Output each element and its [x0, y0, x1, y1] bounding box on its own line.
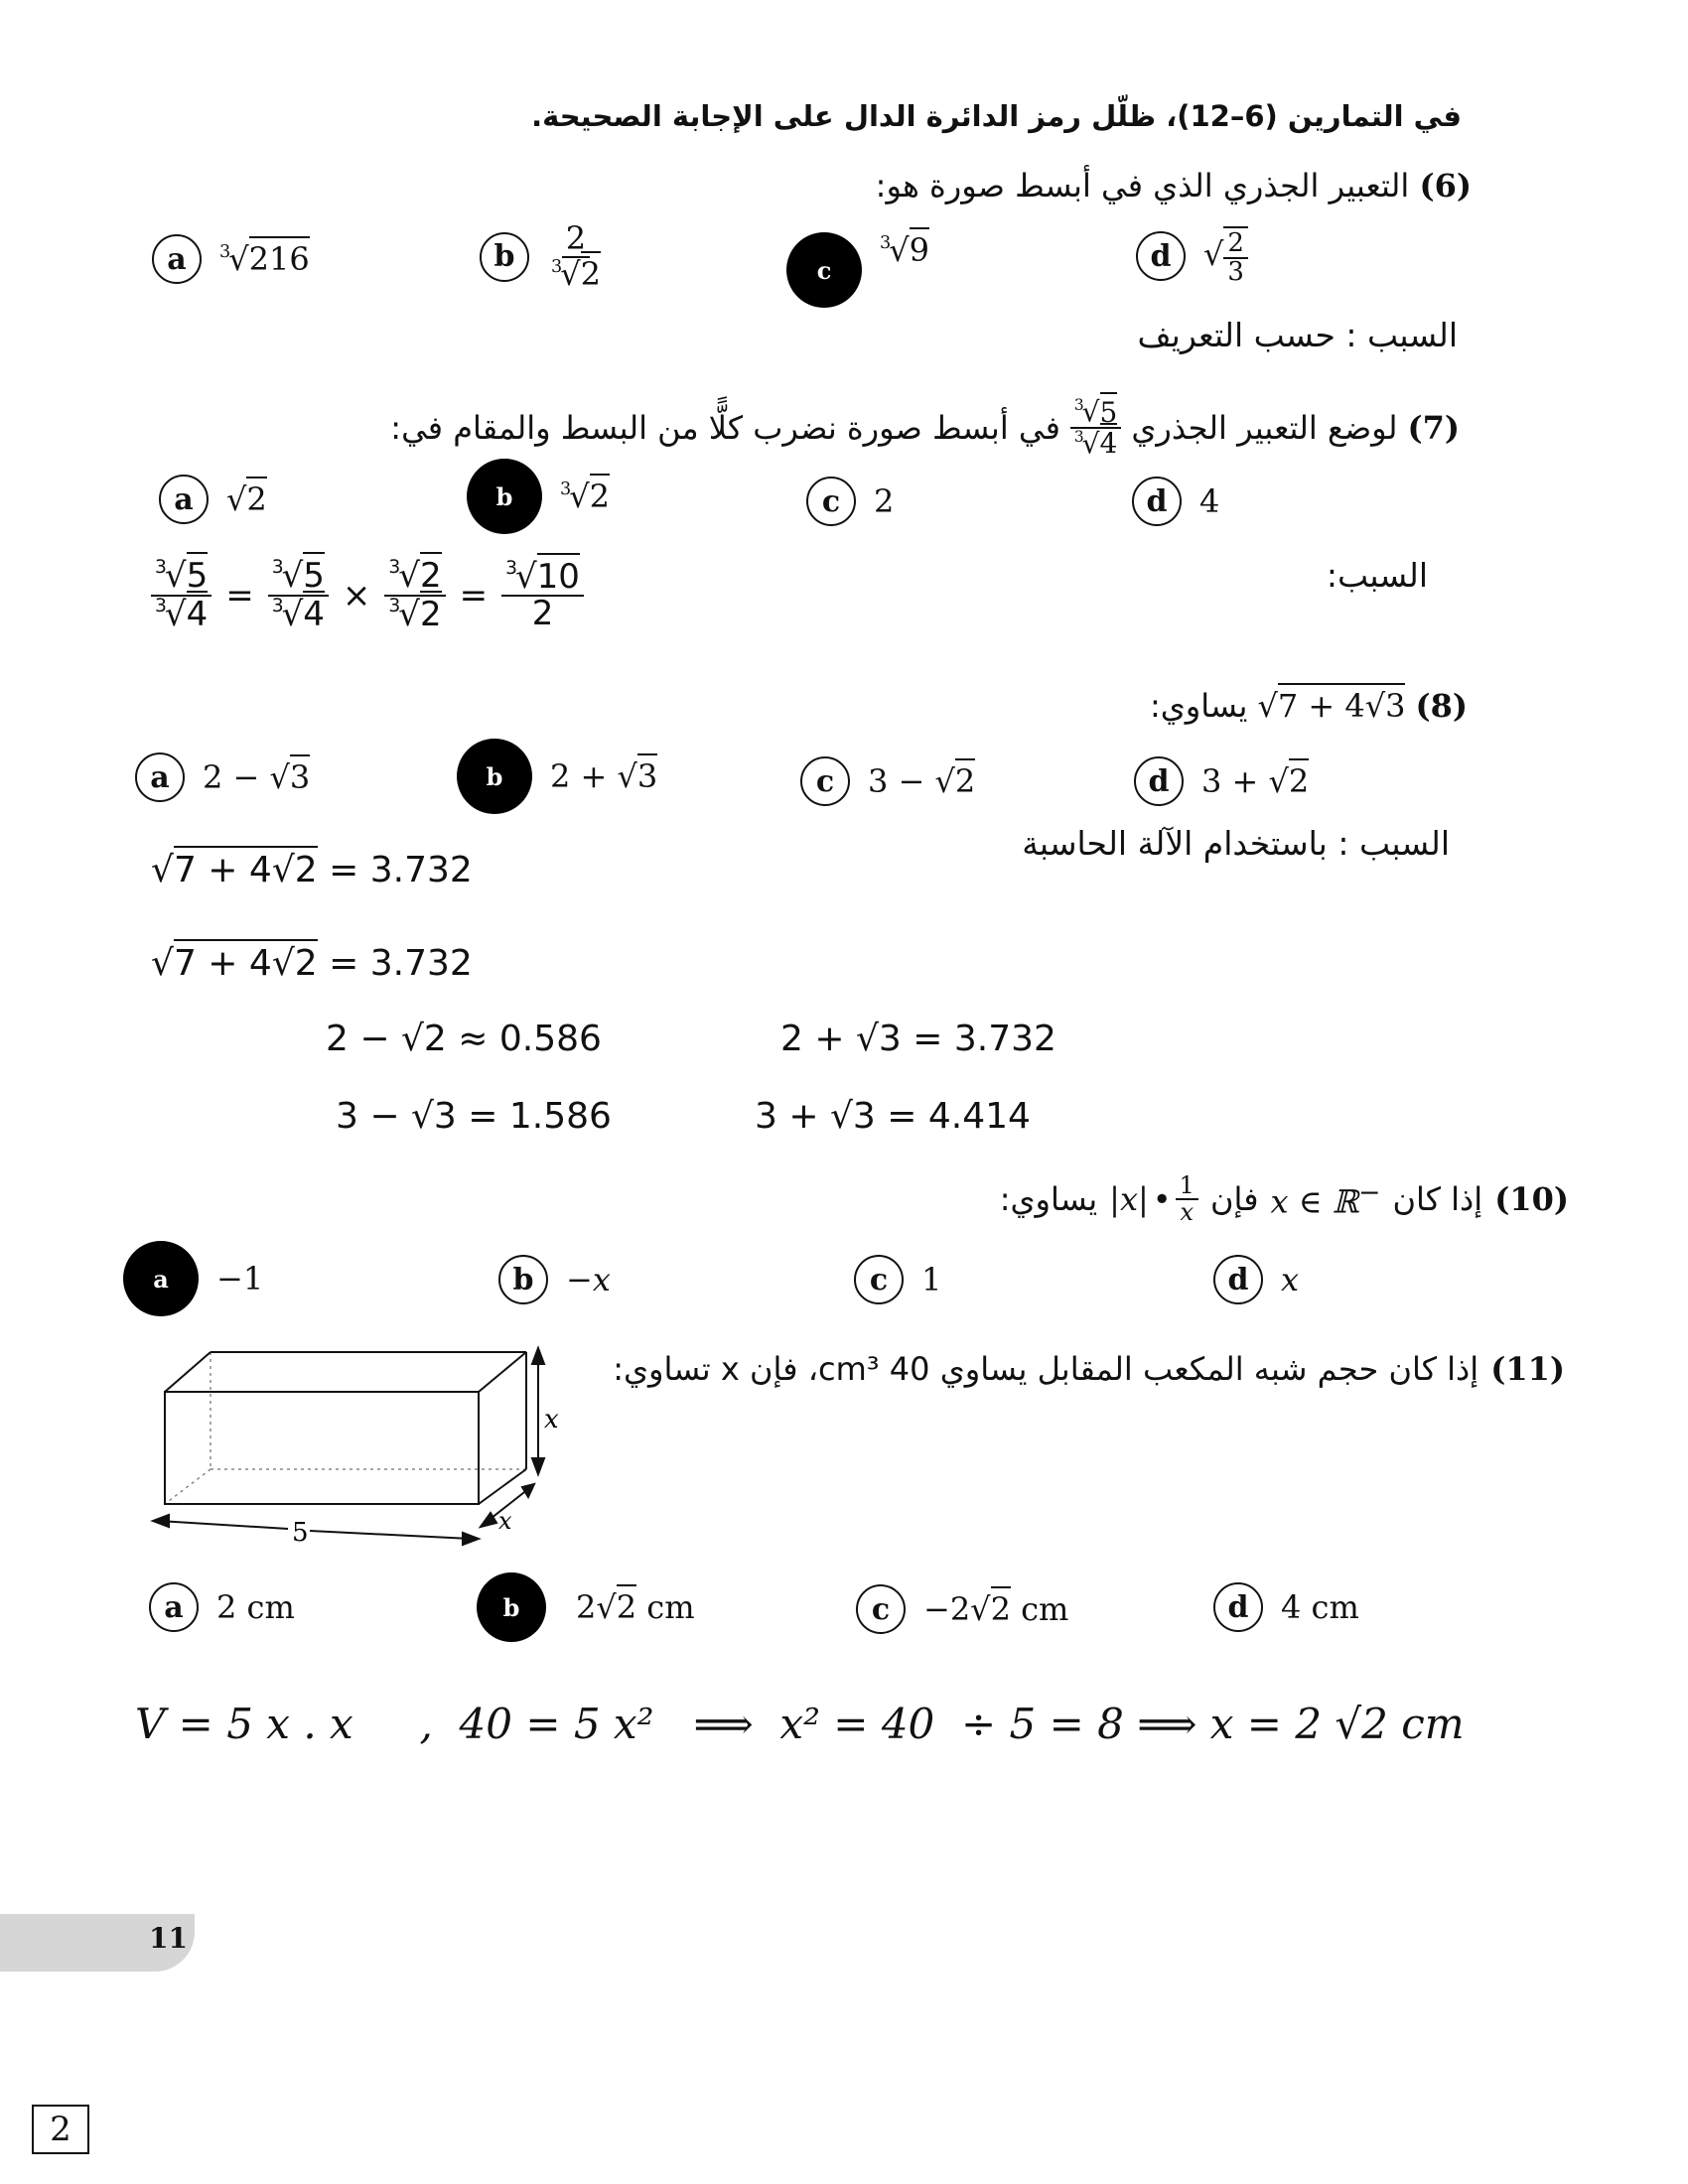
calc-value: = 3.732	[329, 943, 473, 984]
question-10	[1000, 1173, 1569, 1225]
q6-option-c[interactable]	[786, 232, 929, 308]
fraction: $\frac{^3√5}{^3√4}$	[268, 558, 329, 632]
option-bubble-c[interactable]: c	[854, 1255, 904, 1304]
option-bubble-b-selected[interactable]: b	[477, 1572, 546, 1642]
q10-option-c[interactable]	[854, 1255, 941, 1304]
option-bubble-d[interactable]: d	[1213, 1582, 1263, 1632]
question-text: إذا كان حجم شبه المكعب المقابل يساوي 40 cm³، فإن x تساوي:	[613, 1350, 1479, 1388]
cuboid-figure	[139, 1330, 576, 1569]
option-bubble-d[interactable]: d	[1134, 756, 1184, 806]
q7-working	[151, 558, 584, 632]
depth-label: x	[498, 1507, 512, 1535]
q6-option-b[interactable]	[480, 219, 605, 293]
q8-calc-line-3: 2 − √2 ≈ 0.586	[326, 1019, 602, 1059]
q7-option-b[interactable]	[467, 459, 610, 534]
option-bubble-d[interactable]: d	[1132, 477, 1182, 526]
question-text-if: إذا كان	[1392, 1180, 1483, 1219]
question-number: (7)	[1407, 408, 1460, 447]
q11-option-a[interactable]	[149, 1582, 295, 1632]
q8-calc-line-2: √7 + 4√2 = 3.732	[151, 943, 473, 984]
question-8	[1150, 687, 1468, 725]
q8-reason: السبب : باستخدام الآلة الحاسبة	[1022, 824, 1450, 863]
q10-option-d[interactable]	[1213, 1255, 1299, 1304]
option-bubble-b-selected[interactable]: b	[457, 739, 532, 814]
instruction-text: في التمارين (6–12)، ظلّل رمز الدائرة الدال على الإجابة الصحيحة.	[531, 99, 1462, 133]
q8-calc-line-5: 3 − √3 = 1.586	[336, 1096, 612, 1137]
option-value: 4 cm	[1281, 1588, 1359, 1626]
q8-option-a[interactable]	[135, 752, 310, 802]
height-dimension-arrow	[532, 1348, 544, 1474]
q11-option-d[interactable]	[1213, 1582, 1359, 1632]
option-value: 2 cm	[216, 1588, 295, 1626]
q8-option-c[interactable]	[800, 756, 975, 806]
option-bubble-a-selected[interactable]: a	[123, 1241, 199, 1316]
option-value: 4	[1199, 482, 1220, 520]
option-bubble-b[interactable]: b	[498, 1255, 548, 1304]
option-value: −x	[566, 1261, 611, 1298]
option-value: √ $\frac{2}{3}$	[1203, 226, 1248, 287]
option-bubble-a[interactable]: a	[159, 475, 209, 524]
option-bubble-d[interactable]: d	[1213, 1255, 1263, 1304]
times-sign: ×	[342, 575, 371, 615]
question-text-end: في أبسط صورة نضرب كلًّا من البسط والمقام في:	[390, 408, 1060, 447]
question-text: يساوي:	[1149, 687, 1248, 725]
equals-sign: =	[225, 575, 254, 615]
q11-option-b[interactable]	[477, 1572, 695, 1642]
height-label: x	[544, 1405, 559, 1434]
option-value: $\frac{2}{^3√2}$	[551, 219, 601, 293]
option-value: 3 + √2	[1201, 762, 1309, 800]
option-bubble-b-selected[interactable]: b	[467, 459, 542, 534]
q6-option-d[interactable]	[1136, 226, 1248, 287]
question-number: (6)	[1419, 167, 1472, 205]
option-value: 1	[921, 1261, 942, 1298]
q11-option-c[interactable]	[856, 1584, 1068, 1634]
fraction-cbrt5-over-cbrt4: $\frac{^3√5}{^3√4}$	[1070, 397, 1121, 459]
option-value: √2	[226, 480, 267, 518]
option-bubble-c[interactable]: c	[856, 1584, 906, 1634]
length-dimension-arrow	[153, 1515, 479, 1545]
calc-value: = 3.732	[329, 850, 473, 890]
option-bubble-c[interactable]: c	[806, 477, 856, 526]
fraction: $\frac{^3√2}{^3√2}$	[384, 558, 445, 632]
option-bubble-a[interactable]: a	[135, 752, 185, 802]
q8-calc-line-1: √7 + 4√2 = 3.732	[151, 850, 473, 890]
length-label: 5	[292, 1518, 309, 1548]
option-value: $^3$√9	[880, 231, 929, 269]
option-value: 2 + √3	[550, 757, 657, 795]
expression-abs-x-times-reciprocal: |x| • $\frac{1}{x}$	[1109, 1173, 1198, 1225]
q8-option-b[interactable]	[457, 739, 657, 814]
option-bubble-d[interactable]: d	[1136, 231, 1186, 281]
question-text-start: لوضع التعبير الجذري	[1131, 408, 1398, 447]
boxed-number: 2	[32, 2105, 89, 2154]
equals-sign: =	[459, 575, 489, 615]
question-number: (11)	[1490, 1350, 1565, 1388]
question-7	[390, 397, 1460, 459]
option-value: −1	[216, 1260, 264, 1297]
option-value: $^3$√2	[560, 478, 610, 515]
fraction: $\frac{^3√10}{2}$	[501, 559, 584, 632]
condition-x-in-negative-reals: x ∈ ℝ−	[1270, 1177, 1381, 1222]
q6-reason: السبب : حسب التعريف	[1137, 316, 1458, 354]
option-bubble-b[interactable]: b	[480, 232, 529, 282]
option-value: $^3$√216	[219, 240, 310, 278]
hidden-edges	[165, 1352, 526, 1504]
option-bubble-a[interactable]: a	[152, 234, 202, 284]
option-bubble-c-selected[interactable]: c	[786, 232, 862, 308]
option-value: −2√2 cm	[923, 1590, 1068, 1628]
option-value: 2√2 cm	[576, 1588, 695, 1626]
q7-reason-label: السبب:	[1326, 556, 1428, 595]
question-number: (10)	[1494, 1180, 1569, 1219]
q7-option-d[interactable]	[1132, 477, 1219, 526]
question-text: التعبير الجذري الذي في أبسط صورة هو:	[875, 167, 1410, 205]
q11-solution: V = 5 x . x , 40 = 5 x² ⟹ x² = 40 ÷ 5 = 8 ⟹ x = 2 √2 cm	[135, 1700, 1465, 1748]
question-text-then: فإن	[1209, 1180, 1259, 1219]
question-11	[613, 1350, 1565, 1388]
option-value: 3 − √2	[868, 762, 975, 800]
q7-option-a[interactable]	[159, 475, 267, 524]
radical-expression: √7 + 4√3	[1257, 687, 1405, 725]
q10-option-a[interactable]	[123, 1241, 263, 1316]
q8-option-d[interactable]	[1134, 756, 1309, 806]
fraction: $\frac{^3√5}{^3√4}$	[151, 558, 211, 632]
option-bubble-a[interactable]: a	[149, 1582, 199, 1632]
q7-option-c[interactable]	[806, 477, 894, 526]
option-bubble-c[interactable]: c	[800, 756, 850, 806]
question-text-end: يساوي:	[999, 1180, 1098, 1219]
q10-option-b[interactable]	[498, 1255, 611, 1304]
q6-option-a[interactable]	[152, 234, 310, 284]
question-number: (8)	[1415, 687, 1468, 725]
q8-calc-line-4: 2 + √3 = 3.732	[780, 1019, 1056, 1059]
q8-calc-line-6: 3 + √3 = 4.414	[755, 1096, 1031, 1137]
page-number: 11	[149, 1922, 188, 1955]
question-6	[876, 167, 1472, 205]
visible-edges	[165, 1352, 526, 1504]
option-value: 2	[874, 482, 895, 520]
option-value: x	[1281, 1261, 1300, 1298]
option-value: 2 − √3	[203, 758, 310, 796]
